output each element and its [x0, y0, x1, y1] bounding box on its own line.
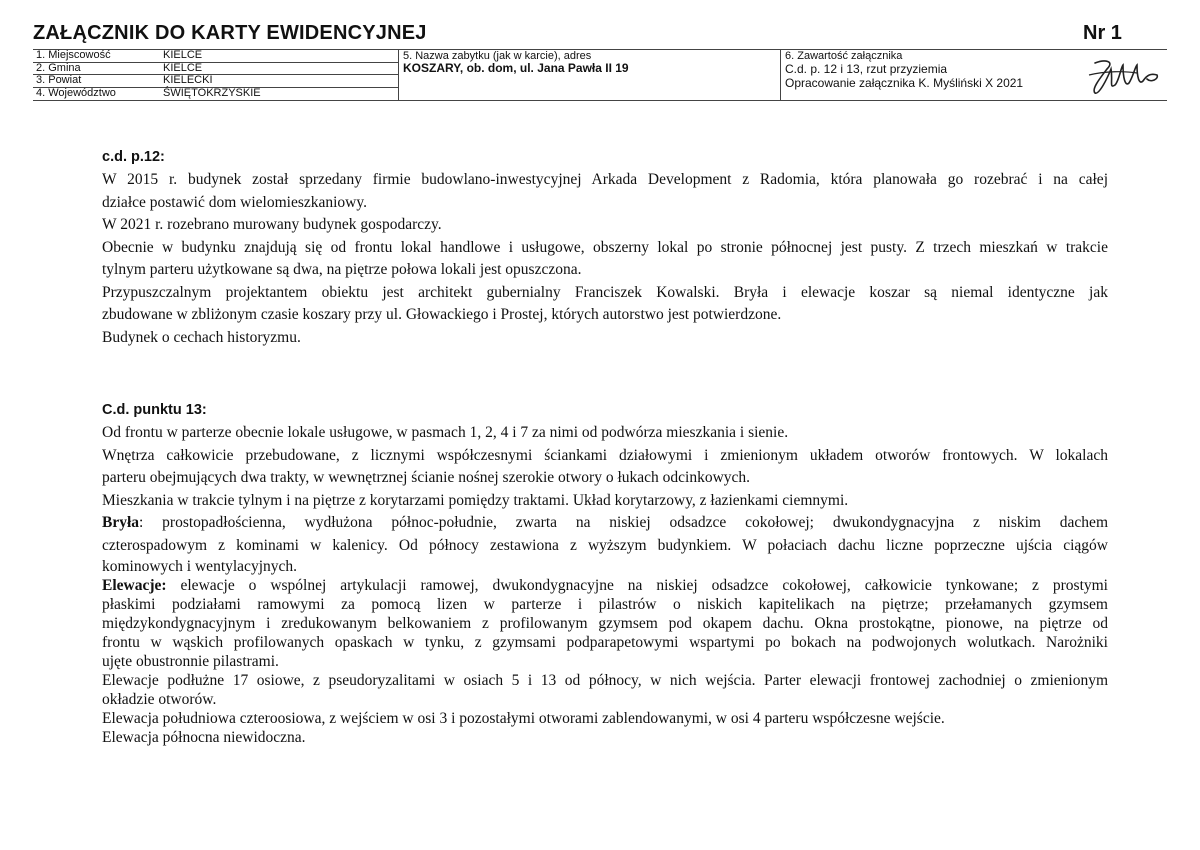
text-line: międzykondygnacyjnym i zredukowanym belkowaniem z profilowanym gzymsem pod okapem dachu. Okna prostokątne, pionowe, na piętrze od: [102, 615, 1108, 632]
bryla-label: Bryła: [102, 514, 140, 531]
text-line: okładzie otworów.: [102, 691, 217, 708]
elewacje-label: Elewacje:: [102, 577, 167, 594]
signature: [1085, 55, 1165, 97]
location-label: 1. Miejscowość: [36, 49, 111, 61]
text-line: Przypuszczalnym projektantem obiektu jest architekt gubernialny Franciszek Kowalski. Bryła i elewacje koszar są niemal identyczne jak: [102, 283, 1108, 301]
header-table: [33, 49, 1167, 101]
elewacje-text: elewacje o wspólnej artykulacji ramowej, dwukondygnacyjne na niskiej odsadzce cokołowej, całkowicie tynkowane; z prostymi: [166, 577, 1108, 594]
location-label: 4. Województwo: [36, 86, 116, 99]
contents-label: 6. Zawartość załącznika: [785, 50, 903, 62]
text-line: Budynek o cechach historyzmu.: [102, 328, 301, 346]
text-line: ujęte obustronnie pilastrami.: [102, 653, 279, 670]
document-title: ZAŁĄCZNIK DO KARTY EWIDENCYJNEJ: [33, 22, 427, 44]
text-line: Wnętrza całkowicie przebudowane, z licznymi współczesnymi ściankami działowymi i zmienionym układem otworów frontowych. W lokalach: [102, 446, 1108, 464]
location-value: KIELCE: [163, 49, 203, 61]
text-line: frontu w wąskich profilowanych opaskach w tynku, z gzymsami podparapetowymi wspartymi po bokach na podwojonych wolutkach. Narożniki: [102, 634, 1108, 651]
text-line: kominowych i wentylacyjnych.: [102, 558, 297, 575]
text-line: parteru obejmujących dwa trakty, w wewnętrznej ścianie nośnej szerokie otwory o łukach odcinkowych.: [102, 469, 751, 486]
text-line: płaskimi podziałami ramowymi za pomocą lizen w parterze i pilastrów o niskich kapitelikach na piętrze; przełamanych gzymsem: [102, 596, 1108, 613]
location-row: [33, 88, 398, 100]
bryla-text: : prostopadłościenna, wydłużona północ-południe, zwarta na niskiej odsadzce cokołowej; dwukondygnacyjna z niskim dachem: [139, 514, 1108, 531]
section-heading: c.d. p.12:: [102, 149, 165, 165]
text-line: tylnym parteru użytkowane są dwa, na piętrze połowa lokali jest opuszczona.: [102, 261, 582, 278]
location-row: [33, 50, 398, 63]
section-p13: [102, 399, 1108, 747]
location-value: ŚWIĘTOKRZYSKIE: [163, 86, 261, 99]
text-line: W 2015 r. budynek został sprzedany firmie budowlano-inwestycyjnej Arkada Development z Radomia, która planowała go rozebrać i na całej: [102, 171, 1108, 188]
author-line: Opracowanie załącznika K. Myśliński X 2021: [785, 76, 1024, 90]
contents-line: C.d. p. 12 i 13, rzut przyziemia: [785, 62, 948, 76]
text-line: Obecnie w budynku znajdują się od frontu lokal handlowe i usługowe, obszerny lokal po stronie północnej jest pusty. Z trzech mieszkań w trakcie: [102, 238, 1108, 256]
text-line: Elewacja północna niewidoczna.: [102, 729, 306, 746]
section-p12: [102, 146, 1108, 349]
location-label: 2. Gmina: [36, 61, 81, 74]
text-line: [102, 512, 1108, 535]
section-heading: C.d. punktu 13:: [102, 402, 207, 418]
monument-name-value: KOSZARY, ob. dom, ul. Jana Pawła II 19: [403, 61, 629, 75]
attachment-number: Nr 1: [1083, 22, 1122, 44]
location-row: [33, 75, 398, 88]
monument-name-label: 5. Nazwa zabytku (jak w karcie), adres: [403, 50, 592, 62]
text-line: Od frontu w parterze obecnie lokale usługowe, w pasmach 1, 2, 4 i 7 za nimi od podwórza mieszkania i sienie.: [102, 424, 789, 441]
text-line: Elewacje podłużne 17 osiowe, z pseudoryzalitami w osiach 5 i 13 od północy, w nich wejścia. Parter elewacji frontowej zachodniej o zmienionym: [102, 672, 1108, 689]
text-line: czterospadowym z kominami w kalenicy. Od północy zestawiona z wyższym budynkiem. W połaciach dachu liczne poprzeczne ujścia ciągów: [102, 536, 1108, 554]
location-value: KIELECKI: [163, 74, 213, 86]
location-row: [33, 63, 398, 76]
monument-name-column: [398, 50, 781, 100]
text-line: Mieszkania w trakcie tylnym i na piętrze z korytarzami pomiędzy traktami. Układ korytarzowy, z łazienkami ciemnymi.: [102, 491, 849, 509]
text-line: Elewacja południowa czteroosiowa, z wejściem w osi 3 i pozostałymi otworami zablendowanymi, w osi 4 parteru współczesne wejście.: [102, 710, 945, 727]
text-line: zbudowane w zbliżonym czasie koszary przy ul. Głowackiego i Prostej, których autorstwo jest potwierdzone.: [102, 306, 782, 323]
location-label: 3. Powiat: [36, 74, 82, 86]
text-line: W 2021 r. rozebrano murowany budynek gospodarczy.: [102, 216, 442, 233]
text-line: [102, 576, 1108, 595]
text-line: działce postawić dom wielomieszkaniowy.: [102, 193, 367, 211]
location-value: KIELCE: [163, 61, 203, 74]
location-column: [33, 50, 398, 100]
